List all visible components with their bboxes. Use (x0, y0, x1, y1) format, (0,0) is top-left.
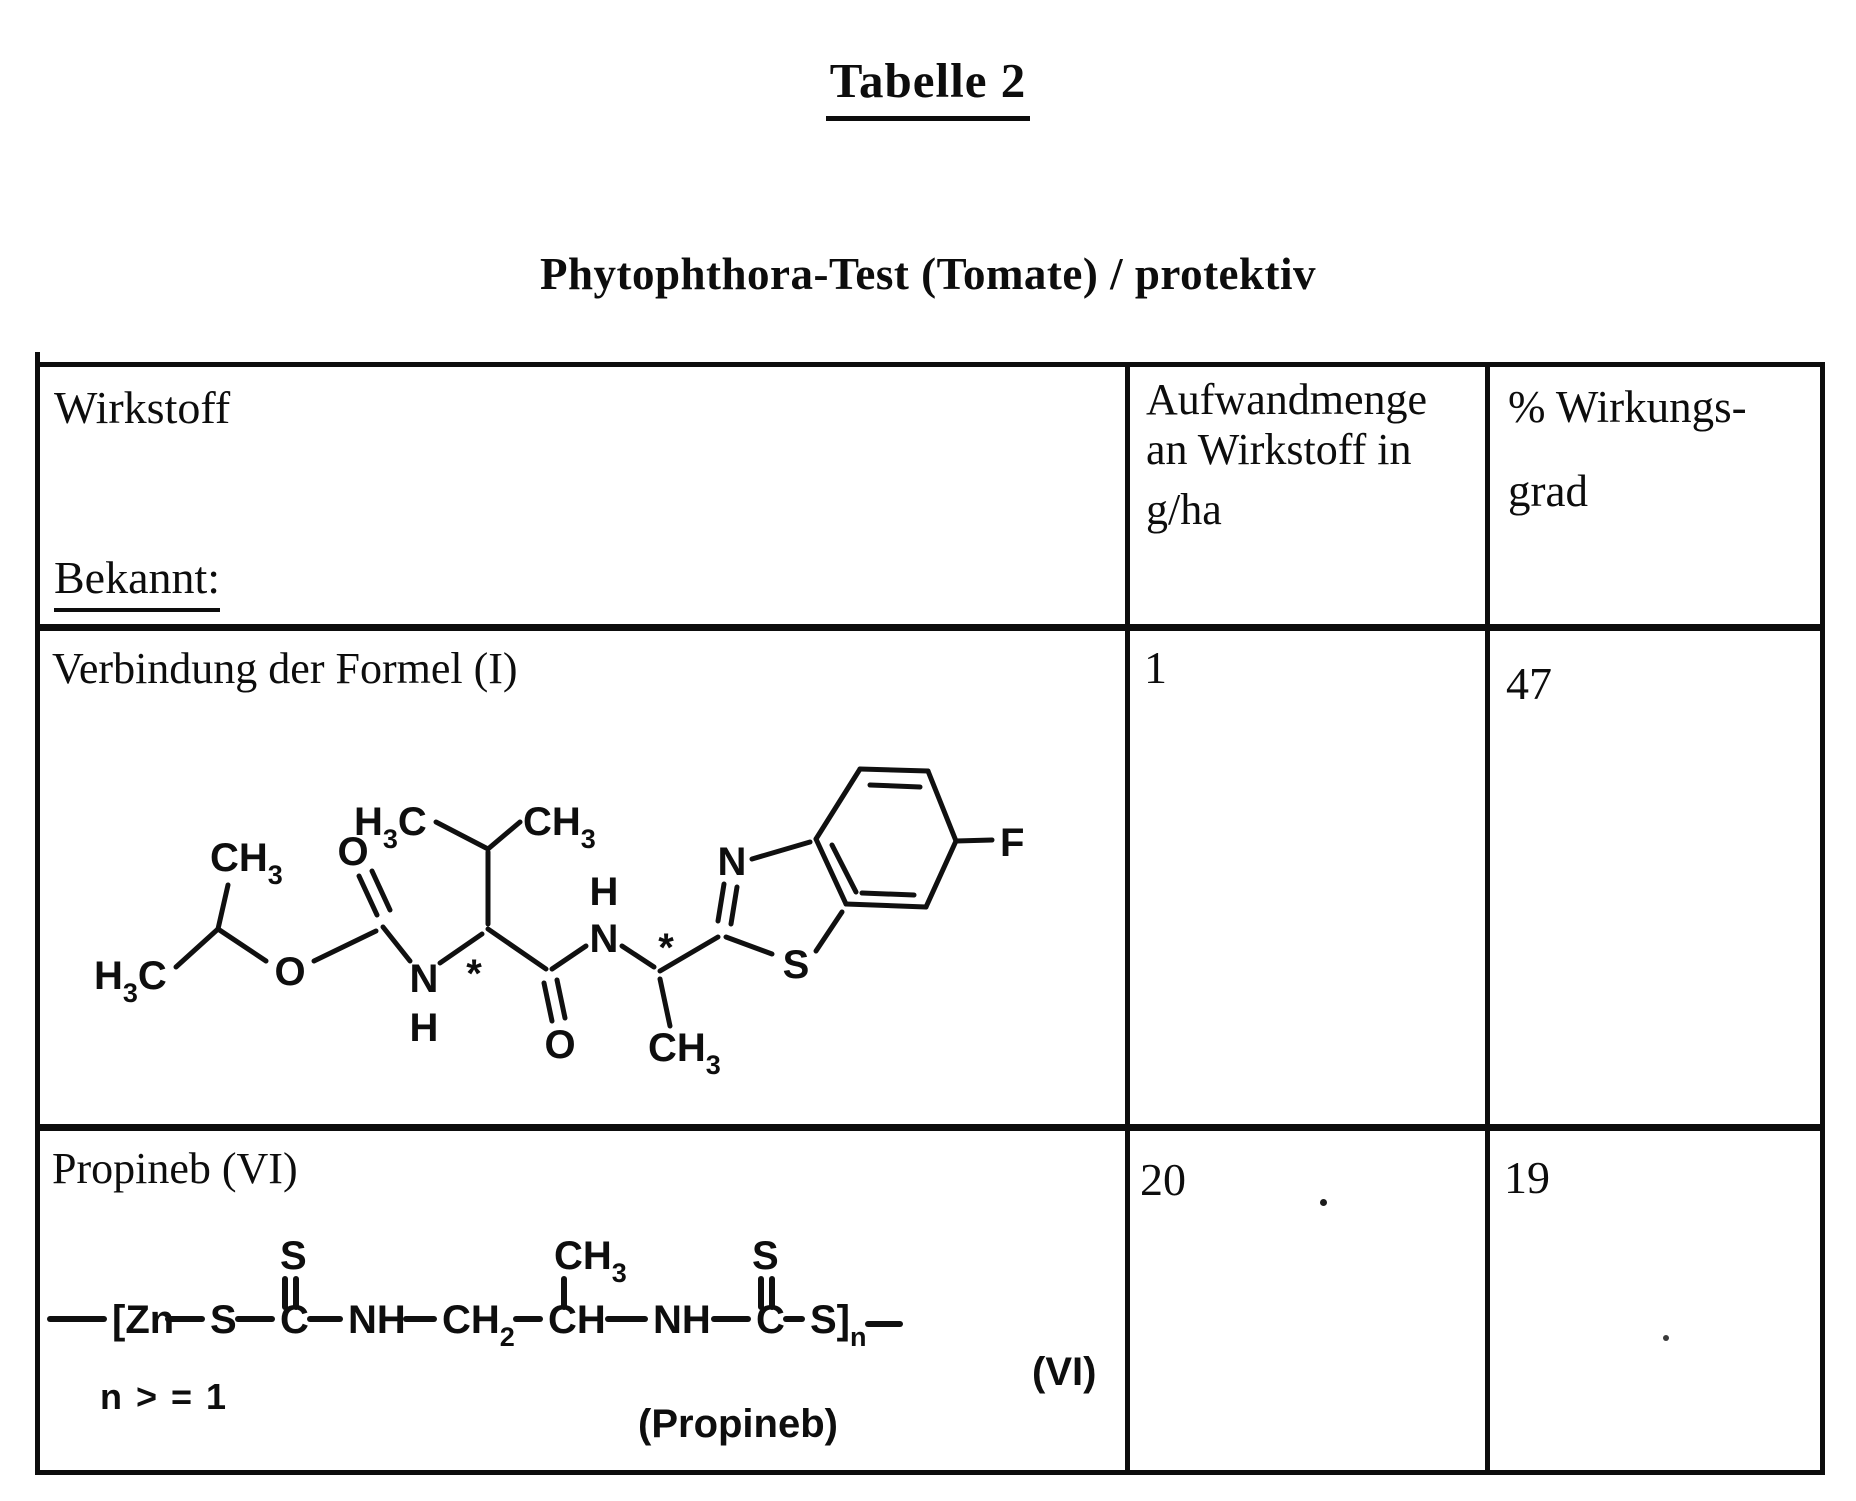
row-compound-formula-I (40, 631, 1130, 1131)
svg-text:CH3: $CH_3$ (210, 836, 283, 890)
table-title-wrap (0, 52, 1856, 121)
svg-text:N: N (589, 917, 619, 961)
svg-text:H: H (409, 1006, 439, 1050)
svg-text:S: S (752, 1234, 779, 1278)
svg-text:S]n: $S]_n$ (810, 1298, 867, 1352)
col2-header-line1: Aufwandmenge (1146, 375, 1428, 424)
svg-text:H3C: $H_3C$ (354, 800, 427, 854)
col1-header-label: Wirkstoff (54, 382, 231, 433)
svg-text:O: O (274, 950, 306, 994)
svg-text:n > = 1: n > = 1 (100, 1376, 229, 1417)
test-subtitle: Phytophthora-Test (Tomate) / protektiv (539, 249, 1317, 299)
svg-text:NH: NH (348, 1298, 406, 1342)
scan-artifact-dot (1320, 1199, 1327, 1206)
table-title: Tabelle 2 (826, 52, 1030, 121)
svg-text:*: * (658, 926, 674, 970)
svg-text:(Propineb): (Propineb) (638, 1402, 838, 1446)
svg-text:(VI): (VI) (1032, 1350, 1097, 1394)
efficacy-value-row1: 47 (1490, 631, 1820, 1131)
col2-header-line2: an Wirkstoff in (1146, 425, 1412, 474)
efficacy-value-row2: 19 (1504, 1152, 1550, 1203)
svg-text:CH: CH (548, 1298, 606, 1342)
col2-header-line3: g/ha (1146, 485, 1222, 534)
header-cell-aufwandmenge (1130, 367, 1490, 631)
svg-text:CH3: $CH_3$ (554, 1234, 627, 1288)
formula-I-structure-drawing (68, 689, 1068, 1089)
svg-text:C: C (280, 1298, 309, 1342)
propineb-structure-drawing (42, 1227, 1112, 1447)
propineb-atom-labels (100, 1234, 1096, 1446)
results-table (35, 362, 1825, 1475)
bekannt-subheader: Bekannt: (54, 551, 220, 612)
col3-header-line2: grad (1508, 466, 1588, 516)
header-cell-wirkungsgrad (1490, 367, 1820, 631)
compound-name: Propineb (VI) (52, 1144, 298, 1193)
svg-text:CH3: $CH_3$ (648, 1026, 721, 1080)
svg-text:O: O (544, 1023, 576, 1067)
row-propineb (40, 1131, 1130, 1470)
col3-header-line1: % Wirkungs- (1508, 382, 1747, 432)
svg-text:C: C (756, 1298, 785, 1342)
svg-text:H3C: $H_3C$ (94, 954, 167, 1008)
svg-text:N: N (409, 957, 439, 1001)
svg-text:S: S (210, 1298, 237, 1342)
svg-text:H: H (589, 870, 619, 914)
header-cell-wirkstoff (40, 367, 1130, 631)
svg-text:NH: NH (653, 1298, 711, 1342)
svg-text:[Zn: [Zn (112, 1298, 175, 1342)
svg-text:CH3: $CH_3$ (523, 800, 596, 854)
scan-artifact-dot (1663, 1335, 1669, 1341)
svg-text:F: F (1000, 821, 1025, 865)
svg-text:O: O (337, 830, 369, 874)
compound-name: Verbindung der Formel (I) (52, 644, 518, 693)
svg-text:*: * (466, 952, 482, 996)
svg-text:S: S (280, 1234, 307, 1278)
svg-text:S: S (782, 943, 810, 987)
svg-text:N: N (717, 840, 747, 884)
svg-text:CH2: $CH_2$ (442, 1298, 515, 1352)
dose-value-row2: 20 (1130, 1131, 1490, 1470)
dose-value-row1: 1 (1130, 631, 1490, 1131)
